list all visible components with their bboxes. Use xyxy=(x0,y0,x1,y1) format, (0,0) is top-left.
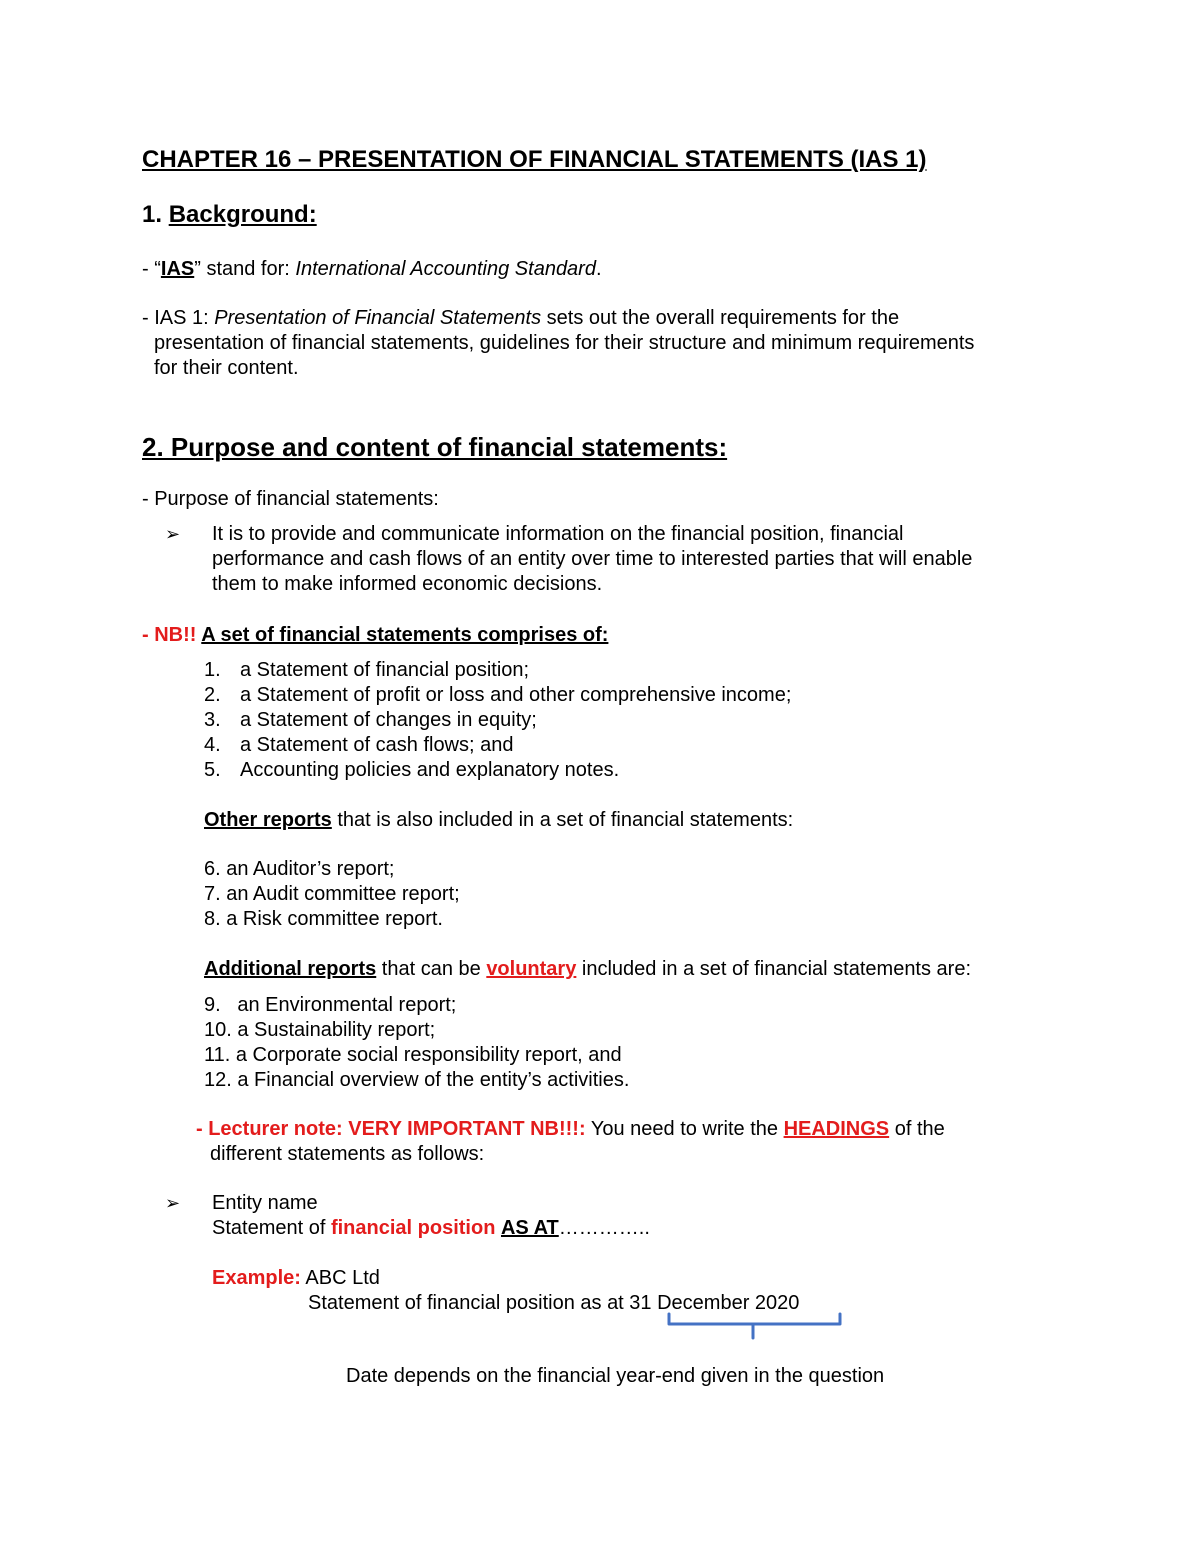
statement-text: a Statement of changes in equity; xyxy=(240,709,537,731)
arrow-bullet-icon: ➢ xyxy=(165,524,181,544)
date-brace-icon xyxy=(660,1312,850,1352)
ias-prefix: - “ xyxy=(142,258,161,280)
stmt-dots: ………….. xyxy=(558,1217,650,1239)
purpose-label: - Purpose of financial statements: xyxy=(142,488,439,510)
nb-text: A set of financial statements comprises of: xyxy=(201,624,609,646)
ias-definition xyxy=(142,257,602,281)
purpose-line-2: performance and cash flows of an entity over time to interested parties that will enable xyxy=(212,548,973,570)
statement-text: a Statement of financial position; xyxy=(240,659,530,681)
other-reports-label: Other reports xyxy=(204,809,332,831)
page-title xyxy=(142,145,927,175)
additional-reports-intro xyxy=(204,957,971,981)
statement-text: a Statement of cash flows; and xyxy=(240,734,514,756)
ias-middle: ” stand for: xyxy=(194,258,296,280)
lecturer-note-line-2: different statements as follows: xyxy=(210,1143,485,1165)
statement-number: 2. xyxy=(204,684,221,706)
ias-expansion: International Accounting Standard xyxy=(295,258,596,280)
lecturer-note-prefix: - Lecturer note: VERY IMPORTANT NB!!!: xyxy=(196,1118,586,1140)
section-1-title: Background: xyxy=(168,201,317,228)
page-title-text: CHAPTER 16 – PRESENTATION OF FINANCIAL STATEMENTS (IAS 1) xyxy=(142,146,927,173)
example-label: Example: xyxy=(212,1267,301,1289)
statement-number: 1. xyxy=(204,659,221,681)
additional-report-item: 12. a Financial overview of the entity’s activities. xyxy=(204,1069,630,1091)
statement-text: Accounting policies and explanatory notes. xyxy=(240,759,620,781)
statement-heading-format xyxy=(212,1216,650,1240)
example-entity: ABC Ltd xyxy=(300,1267,380,1289)
purpose-line-3: them to make informed economic decisions. xyxy=(212,573,603,595)
additional-report-item: 9. an Environmental report; xyxy=(204,994,457,1016)
statement-item xyxy=(204,758,619,782)
stmt-prefix: Statement of xyxy=(212,1217,331,1239)
example-statement: Statement of financial position as at 31 December 2020 xyxy=(308,1292,800,1314)
additional-report-item: 10. a Sustainability report; xyxy=(204,1019,436,1041)
headings-word: HEADINGS xyxy=(783,1118,890,1140)
ias1-prefix: - IAS 1: xyxy=(142,307,215,329)
other-report-item: 8. a Risk committee report. xyxy=(204,908,443,930)
ias-end: . xyxy=(595,258,602,280)
entity-name-label: Entity name xyxy=(212,1192,318,1214)
ias1-line-3: for their content. xyxy=(154,357,299,379)
statement-number: 3. xyxy=(204,709,221,731)
nb-statement xyxy=(142,623,608,647)
additional-reports-mid: that can be xyxy=(376,958,487,980)
other-reports-intro xyxy=(204,808,793,832)
statement-number: 4. xyxy=(204,734,221,756)
lecturer-note-mid: You need to write the xyxy=(585,1118,784,1140)
brace-path xyxy=(669,1314,840,1338)
ias1-line-2: presentation of financial statements, guidelines for their structure and minimum requirements xyxy=(154,332,975,354)
statement-item xyxy=(204,733,514,757)
additional-reports-label: Additional reports xyxy=(204,958,377,980)
section-2-heading: 2. Purpose and content of financial statements: xyxy=(142,432,728,462)
additional-reports-end: included in a set of financial statements are: xyxy=(576,958,972,980)
ias1-line-1 xyxy=(142,306,899,330)
purpose-line-1: It is to provide and communicate information on the financial position, financial xyxy=(212,523,904,545)
ias-abbr: IAS xyxy=(160,258,195,280)
date-note: Date depends on the financial year-end given in the question xyxy=(346,1365,885,1387)
statement-number: 5. xyxy=(204,759,221,781)
statement-item xyxy=(204,658,529,682)
stmt-as-at: AS AT xyxy=(500,1217,559,1239)
ias1-title: Presentation of Financial Statements xyxy=(214,307,542,329)
section-1-heading xyxy=(142,200,317,230)
nb-prefix: - NB!! xyxy=(142,624,197,646)
statement-item xyxy=(204,708,537,732)
statement-item xyxy=(204,683,791,707)
lecturer-note-end: of the xyxy=(889,1118,945,1140)
statement-text: a Statement of profit or loss and other comprehensive income; xyxy=(240,684,792,706)
other-report-item: 6. an Auditor’s report; xyxy=(204,858,395,880)
other-reports-rest: that is also included in a set of financial statements: xyxy=(331,809,794,831)
ias1-rest: sets out the overall requirements for the xyxy=(541,307,900,329)
stmt-financial-position: financial position xyxy=(330,1217,496,1239)
section-1-number: 1. xyxy=(142,201,169,228)
other-report-item: 7. an Audit committee report; xyxy=(204,883,460,905)
lecturer-note xyxy=(196,1117,945,1141)
voluntary-word: voluntary xyxy=(486,958,577,980)
arrow-bullet-icon: ➢ xyxy=(165,1193,181,1213)
example-line xyxy=(212,1266,380,1290)
additional-report-item: 11. a Corporate social responsibility report, and xyxy=(204,1044,622,1066)
